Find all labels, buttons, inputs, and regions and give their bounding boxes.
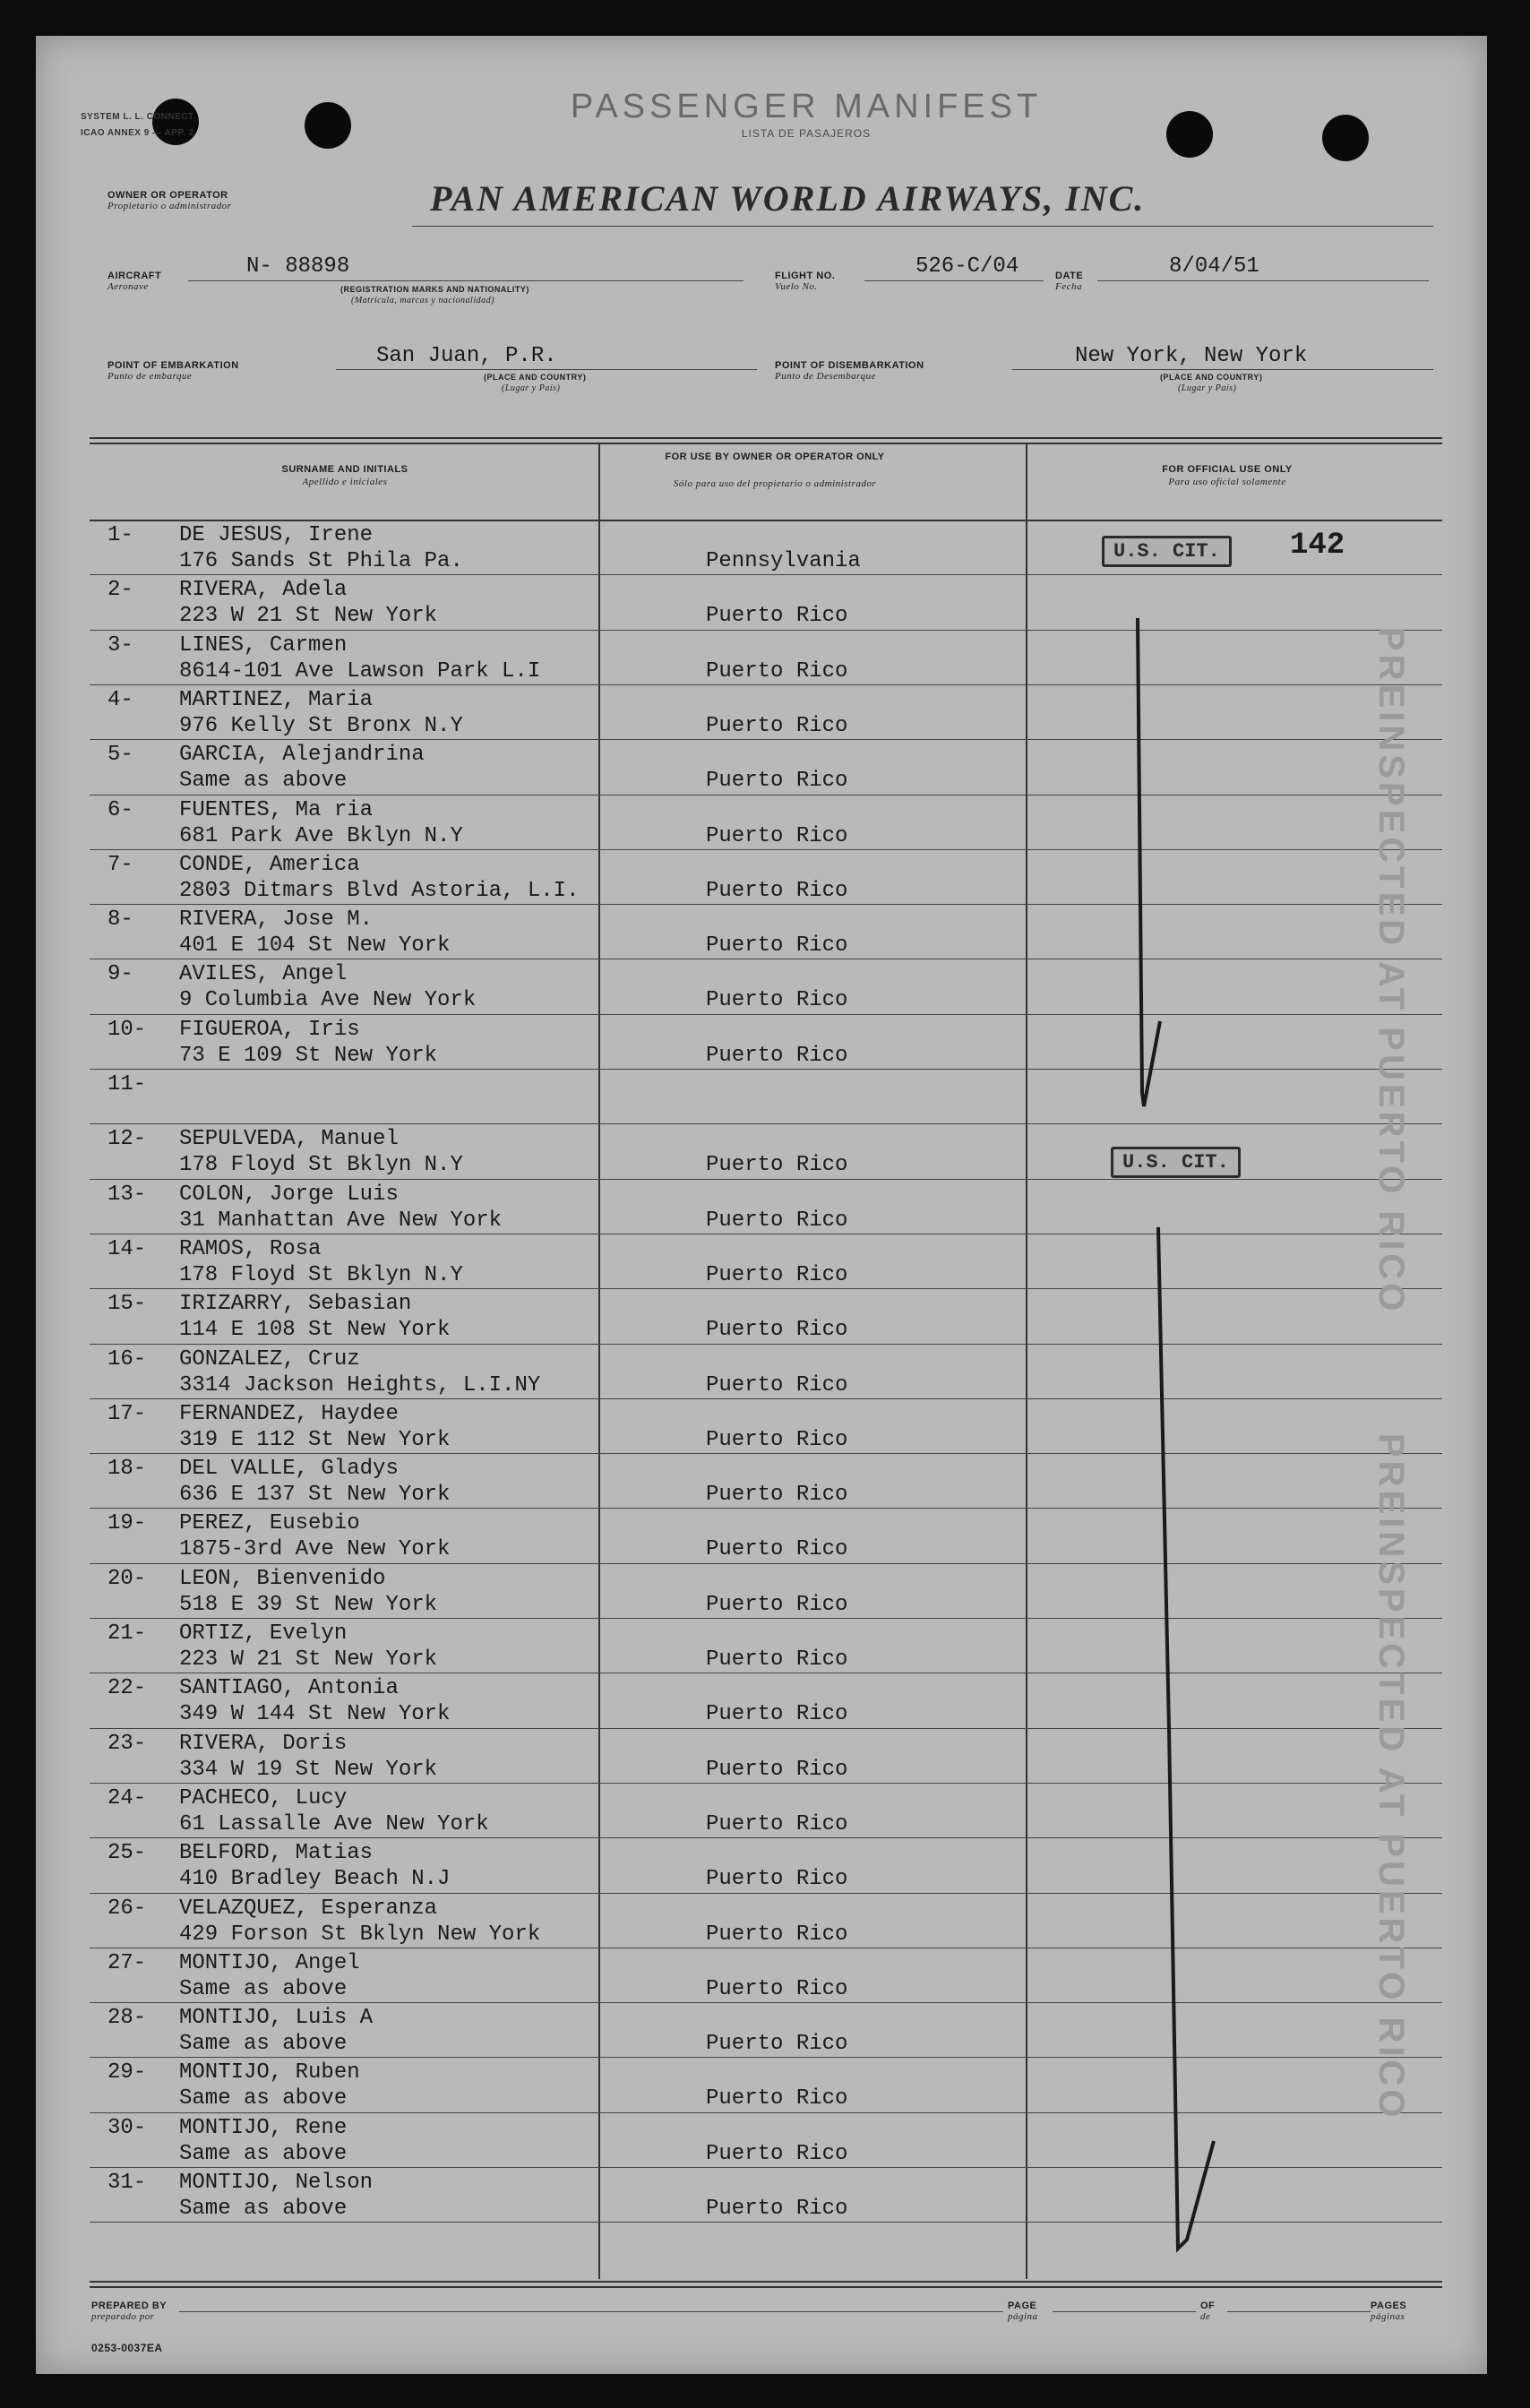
passenger-name: DE JESUS, Irene bbox=[179, 523, 374, 547]
passenger-origin: Puerto Rico bbox=[706, 1811, 848, 1836]
date-label-spanish: Fecha bbox=[1055, 281, 1082, 292]
passenger-address: Same as above bbox=[179, 769, 348, 794]
passenger-address: 31 Manhattan Ave New York bbox=[179, 1208, 503, 1233]
passenger-address: 334 W 19 St New York bbox=[179, 1757, 438, 1782]
row-number: 7- bbox=[107, 852, 133, 877]
flight-label: FLIGHT NO. bbox=[775, 271, 836, 281]
passenger-address: 61 Lassalle Ave New York bbox=[179, 1811, 489, 1836]
passenger-origin: Puerto Rico bbox=[706, 878, 848, 903]
row-number: 24- bbox=[107, 1785, 147, 1810]
passenger-origin: Puerto Rico bbox=[706, 1976, 848, 2001]
row-number: 19- bbox=[107, 1511, 147, 1536]
disembark-place-hint-spanish: (Lugar y País) bbox=[1178, 383, 1237, 393]
passenger-name: SEPULVEDA, Manuel bbox=[179, 1127, 399, 1152]
row-number: 2- bbox=[107, 578, 133, 603]
page-title: PASSENGER MANIFEST bbox=[570, 88, 1043, 125]
row-number: 31- bbox=[107, 2171, 147, 2195]
row-number: 16- bbox=[107, 1346, 147, 1372]
passenger-origin: Puerto Rico bbox=[706, 1483, 848, 1508]
passenger-name: RIVERA, Jose M. bbox=[179, 907, 374, 933]
passenger-origin: Puerto Rico bbox=[706, 713, 848, 738]
row-number: 23- bbox=[107, 1731, 147, 1756]
column-header-surname-spanish: Apellido e iniciales bbox=[302, 477, 388, 487]
preinspected-stamp: PREINSPECTED AT PUERTO RICO bbox=[1371, 1433, 1411, 2121]
passenger-address: 73 E 109 St New York bbox=[179, 1043, 438, 1068]
passenger-address: 3314 Jackson Heights, L.I.NY bbox=[179, 1372, 541, 1398]
passenger-address: 223 W 21 St New York bbox=[179, 1647, 438, 1672]
row-number: 10- bbox=[107, 1017, 147, 1042]
owner-label-spanish: Propietario o administrador bbox=[107, 201, 232, 211]
passenger-address: 429 Forson St Bklyn New York bbox=[179, 1922, 541, 1947]
passenger-name: GARCIA, Alejandrina bbox=[179, 743, 425, 768]
passenger-name: COLON, Jorge Luis bbox=[179, 1182, 399, 1207]
of-line bbox=[1227, 2311, 1371, 2312]
pages-label-spanish: páginas bbox=[1371, 2311, 1405, 2322]
column-header-official-spanish: Para uso oficial solamente bbox=[1168, 477, 1286, 487]
prepared-by-line bbox=[179, 2311, 1003, 2312]
passenger-origin: Puerto Rico bbox=[706, 1757, 848, 1782]
disembark-place-hint: (PLACE AND COUNTRY) bbox=[1160, 373, 1263, 382]
passenger-name: MONTIJO, Luis A bbox=[179, 2006, 374, 2031]
passenger-origin: Puerto Rico bbox=[706, 933, 848, 959]
row-number: 27- bbox=[107, 1950, 147, 1975]
registration-hint-spanish: (Matrícula, marcas y nacionalidad) bbox=[351, 296, 494, 305]
passenger-name: FUENTES, Ma ria bbox=[179, 797, 374, 822]
embark-underline bbox=[336, 369, 757, 370]
passenger-origin: Puerto Rico bbox=[706, 2032, 848, 2057]
row-number: 21- bbox=[107, 1621, 147, 1646]
manifest-sheet bbox=[36, 36, 1487, 2374]
embark-place: San Juan, P.R. bbox=[376, 344, 557, 368]
passenger-origin: Puerto Rico bbox=[706, 1427, 848, 1452]
airline-name: PAN AMERICAN WORLD AIRWAYS, INC. bbox=[430, 178, 1146, 219]
page-label-spanish: página bbox=[1008, 2311, 1038, 2322]
column-header-owner-use: FOR USE BY OWNER OR OPERATOR ONLY bbox=[665, 452, 885, 462]
passenger-name: MARTINEZ, Maria bbox=[179, 687, 374, 712]
disembark-label: POINT OF DISEMBARKATION bbox=[775, 360, 924, 371]
flight-underline bbox=[864, 280, 1044, 281]
embark-place-hint-spanish: (Lugar y País) bbox=[502, 383, 561, 393]
passenger-name: PEREZ, Eusebio bbox=[179, 1511, 360, 1536]
table-top-rule bbox=[90, 443, 1442, 444]
page-label: PAGE bbox=[1008, 2300, 1037, 2311]
passenger-name: FERNANDEZ, Haydee bbox=[179, 1401, 399, 1426]
passenger-address: 178 Floyd St Bklyn N.Y bbox=[179, 1262, 463, 1287]
table-bottom-rule bbox=[90, 2286, 1442, 2288]
passenger-origin: Puerto Rico bbox=[706, 1702, 848, 1727]
check-mark bbox=[1138, 618, 1160, 1106]
row-number: 5- bbox=[107, 743, 133, 768]
row-number: 22- bbox=[107, 1676, 147, 1701]
official-check-marks bbox=[1026, 520, 1411, 2284]
passenger-count: 142 bbox=[1290, 529, 1345, 563]
passenger-origin: Puerto Rico bbox=[706, 1592, 848, 1617]
passenger-address: 114 E 108 St New York bbox=[179, 1318, 451, 1343]
passenger-name: PACHECO, Lucy bbox=[179, 1785, 348, 1810]
punch-hole bbox=[1166, 111, 1213, 158]
row-number: 29- bbox=[107, 2060, 147, 2086]
passenger-origin: Puerto Rico bbox=[706, 2086, 848, 2111]
passenger-address: Same as above bbox=[179, 2197, 348, 2221]
row-number: 14- bbox=[107, 1236, 147, 1261]
aircraft-underline bbox=[188, 280, 744, 281]
column-header-official: FOR OFFICIAL USE ONLY bbox=[1162, 464, 1293, 475]
flight-number: 526-C/04 bbox=[915, 254, 1019, 279]
passenger-name: FIGUEROA, Iris bbox=[179, 1017, 360, 1042]
passenger-name: SANTIAGO, Antonia bbox=[179, 1676, 399, 1701]
passenger-name: MONTIJO, Angel bbox=[179, 1950, 360, 1975]
row-number: 9- bbox=[107, 962, 133, 987]
passenger-address: Same as above bbox=[179, 2141, 348, 2166]
passenger-address: 636 E 137 St New York bbox=[179, 1483, 451, 1508]
date-label: DATE bbox=[1055, 271, 1084, 281]
page-title-spanish: LISTA DE PASAJEROS bbox=[741, 127, 872, 140]
passenger-address: 8614-101 Ave Lawson Park L.I bbox=[179, 658, 541, 684]
passenger-origin: Puerto Rico bbox=[706, 1537, 848, 1562]
passenger-origin: Puerto Rico bbox=[706, 769, 848, 794]
us-citizen-stamp: U.S. CIT. bbox=[1111, 1147, 1241, 1178]
passenger-origin: Pennsylvania bbox=[706, 549, 861, 573]
aircraft-label: AIRCRAFT bbox=[107, 271, 162, 281]
aircraft-label-spanish: Aeronave bbox=[107, 281, 149, 292]
passenger-origin: Puerto Rico bbox=[706, 1372, 848, 1398]
passenger-origin: Puerto Rico bbox=[706, 1153, 848, 1178]
column-divider bbox=[598, 443, 600, 2279]
owner-underline bbox=[412, 226, 1433, 227]
prepared-by-label: PREPARED BY bbox=[91, 2300, 168, 2311]
passenger-origin: Puerto Rico bbox=[706, 1647, 848, 1672]
passenger-name: LINES, Carmen bbox=[179, 632, 348, 658]
embark-place-hint: (PLACE AND COUNTRY) bbox=[484, 373, 587, 382]
passenger-address: Same as above bbox=[179, 2032, 348, 2057]
passenger-origin: Puerto Rico bbox=[706, 2197, 848, 2221]
row-number: 13- bbox=[107, 1182, 147, 1207]
passenger-address: 223 W 21 St New York bbox=[179, 604, 438, 629]
passenger-origin: Puerto Rico bbox=[706, 2141, 848, 2166]
passenger-address: 319 E 112 St New York bbox=[179, 1427, 451, 1452]
passenger-address: 518 E 39 St New York bbox=[179, 1592, 438, 1617]
passenger-name: VELAZQUEZ, Esperanza bbox=[179, 1896, 438, 1921]
row-number: 11- bbox=[107, 1072, 147, 1096]
passenger-address: 681 Park Ave Bklyn N.Y bbox=[179, 823, 463, 848]
row-number: 1- bbox=[107, 523, 133, 547]
passenger-name: MONTIJO, Rene bbox=[179, 2115, 348, 2140]
passenger-address: Same as above bbox=[179, 2086, 348, 2111]
row-number: 12- bbox=[107, 1127, 147, 1152]
icao-note: ICAO ANNEX 9 — APP. 2 bbox=[81, 128, 194, 138]
punch-hole bbox=[1322, 115, 1369, 161]
passenger-name: AVILES, Angel bbox=[179, 962, 348, 987]
passenger-name: GONZALEZ, Cruz bbox=[179, 1346, 360, 1372]
row-number: 30- bbox=[107, 2115, 147, 2140]
passenger-address: Same as above bbox=[179, 1976, 348, 2001]
passenger-origin: Puerto Rico bbox=[706, 1922, 848, 1947]
aircraft-registration: N- 88898 bbox=[246, 254, 350, 279]
punch-hole bbox=[305, 102, 351, 149]
system-note: SYSTEM L. L. CONNECT bbox=[81, 112, 194, 122]
punch-hole bbox=[152, 99, 199, 145]
passenger-address: 1875-3rd Ave New York bbox=[179, 1537, 451, 1562]
disembark-label-spanish: Punto de Desembarque bbox=[775, 371, 876, 382]
row-number: 8- bbox=[107, 907, 133, 933]
passenger-origin: Puerto Rico bbox=[706, 1262, 848, 1287]
passenger-origin: Puerto Rico bbox=[706, 823, 848, 848]
of-label-spanish: de bbox=[1200, 2311, 1211, 2322]
passenger-name: CONDE, America bbox=[179, 852, 360, 877]
of-label: OF bbox=[1200, 2300, 1216, 2311]
column-header-owner-use-spanish: Sólo para uso del propietario o administrador bbox=[673, 478, 877, 489]
pages-label: PAGES bbox=[1371, 2300, 1407, 2311]
row-number: 28- bbox=[107, 2006, 147, 2031]
form-code: 0253-0037EA bbox=[91, 2342, 163, 2354]
disembark-underline bbox=[1012, 369, 1433, 370]
embark-label: POINT OF EMBARKATION bbox=[107, 360, 239, 371]
passenger-address: 9 Columbia Ave New York bbox=[179, 988, 477, 1013]
registration-hint: (REGISTRATION MARKS AND NATIONALITY) bbox=[340, 285, 529, 294]
passenger-name: DEL VALLE, Gladys bbox=[179, 1457, 399, 1482]
date-underline bbox=[1097, 280, 1429, 281]
passenger-origin: Puerto Rico bbox=[706, 988, 848, 1013]
owner-label: OWNER OR OPERATOR bbox=[107, 190, 228, 201]
passenger-address: 401 E 104 St New York bbox=[179, 933, 451, 959]
passenger-name: ORTIZ, Evelyn bbox=[179, 1621, 348, 1646]
passenger-address: 176 Sands St Phila Pa. bbox=[179, 549, 463, 573]
passenger-origin: Puerto Rico bbox=[706, 1208, 848, 1233]
column-header-surname: SURNAME AND INITIALS bbox=[281, 464, 408, 475]
check-mark bbox=[1158, 1227, 1214, 2249]
passenger-address: 178 Floyd St Bklyn N.Y bbox=[179, 1153, 463, 1178]
passenger-address: 410 Bradley Beach N.J bbox=[179, 1867, 451, 1892]
row-number: 15- bbox=[107, 1292, 147, 1317]
passenger-origin: Puerto Rico bbox=[706, 604, 848, 629]
passenger-origin: Puerto Rico bbox=[706, 1867, 848, 1892]
passenger-origin: Puerto Rico bbox=[706, 658, 848, 684]
embark-label-spanish: Punto de embarque bbox=[107, 371, 193, 382]
passenger-name: RIVERA, Adela bbox=[179, 578, 348, 603]
passenger-name: MONTIJO, Nelson bbox=[179, 2171, 374, 2195]
page-line bbox=[1053, 2311, 1196, 2312]
passenger-name: RIVERA, Doris bbox=[179, 1731, 348, 1756]
row-number: 18- bbox=[107, 1457, 147, 1482]
preinspected-stamp: PREINSPECTED AT PUERTO RICO bbox=[1371, 627, 1411, 1315]
row-number: 20- bbox=[107, 1566, 147, 1591]
disembark-place: New York, New York bbox=[1075, 344, 1308, 368]
us-citizen-stamp: U.S. CIT. bbox=[1102, 536, 1232, 567]
flight-date: 8/04/51 bbox=[1169, 254, 1259, 279]
passenger-origin: Puerto Rico bbox=[706, 1043, 848, 1068]
passenger-name: MONTIJO, Ruben bbox=[179, 2060, 360, 2086]
passenger-address: 349 W 144 St New York bbox=[179, 1702, 451, 1727]
row-number: 17- bbox=[107, 1401, 147, 1426]
passenger-origin: Puerto Rico bbox=[706, 1318, 848, 1343]
prepared-by-label-spanish: preparado por bbox=[91, 2311, 155, 2322]
row-number: 25- bbox=[107, 1841, 147, 1866]
passenger-name: BELFORD, Matias bbox=[179, 1841, 374, 1866]
passenger-address: 2803 Ditmars Blvd Astoria, L.I. bbox=[179, 878, 580, 903]
row-number: 4- bbox=[107, 687, 133, 712]
passenger-address: 976 Kelly St Bronx N.Y bbox=[179, 713, 463, 738]
row-number: 26- bbox=[107, 1896, 147, 1921]
row-number: 6- bbox=[107, 797, 133, 822]
table-top-rule bbox=[90, 437, 1442, 439]
flight-label-spanish: Vuelo No. bbox=[775, 281, 818, 292]
passenger-name: IRIZARRY, Sebasian bbox=[179, 1292, 412, 1317]
passenger-name: RAMOS, Rosa bbox=[179, 1236, 322, 1261]
row-number: 3- bbox=[107, 632, 133, 658]
passenger-name: LEON, Bienvenido bbox=[179, 1566, 386, 1591]
